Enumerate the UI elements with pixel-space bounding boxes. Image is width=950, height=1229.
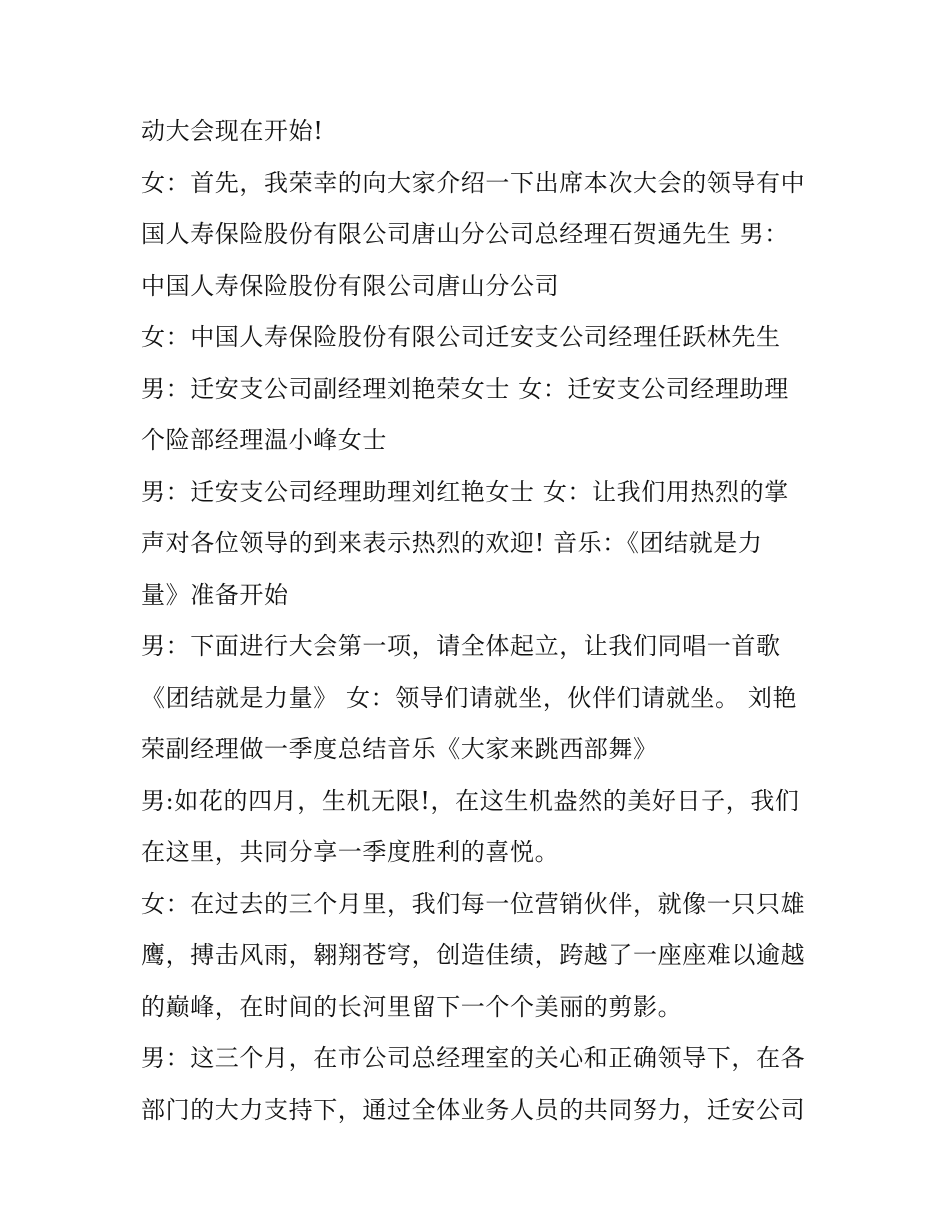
text-line: 男:如花的四月，生机无限!，在这生机盎然的美好日子，我们 xyxy=(141,786,800,815)
text-line: 个险部经理温小峰女士 xyxy=(141,426,387,454)
text-line: 部门的大力支持下，通过全体业务人员的共同努力，迁安公司 xyxy=(141,1095,806,1124)
text-line: 男：迁安支公司经理助理刘红艳女士 女：让我们用热烈的掌 xyxy=(141,477,789,506)
text-line: 动大会现在开始! xyxy=(141,117,324,145)
text-line: 男：这三个月，在市公司总经理室的关心和正确领导下，在各 xyxy=(141,1044,806,1072)
text-line: 中国人寿保险股份有限公司唐山分公司 xyxy=(141,271,560,300)
text-line: 女：中国人寿保险股份有限公司迁安支公司经理任跃林先生 xyxy=(141,323,781,351)
text-line: 《团结就是力量》 女：领导们请就坐，伙伴们请就坐。 刘艳 xyxy=(141,683,798,712)
text-line: 女：首先，我荣幸的向大家介绍一下出席本次大会的领导有中 xyxy=(141,168,806,197)
text-line: 的巅峰，在时间的长河里留下一个个美丽的剪影。 xyxy=(141,992,683,1021)
text-line: 男：下面进行大会第一项，请全体起立，让我们同唱一首歌 xyxy=(141,632,781,660)
text-line: 男：迁安支公司副经理刘艳荣女士 女：迁安支公司经理助理 xyxy=(141,374,789,403)
text-line: 在这里，共同分享一季度胜利的喜悦。 xyxy=(141,838,560,866)
document-body xyxy=(141,106,821,1136)
text-line: 声对各位领导的到来表示热烈的欢迎! 音乐：《团结就是力 xyxy=(141,529,763,557)
text-line: 国人寿保险股份有限公司唐山分公司总经理石贺通先生 男： xyxy=(141,220,789,248)
text-line: 鹰，搏击风雨，翱翔苍穹，创造佳绩，跨越了一座座难以逾越 xyxy=(141,941,806,969)
text-line: 量》准备开始 xyxy=(141,580,289,609)
text-line: 女：在过去的三个月里，我们每一位营销伙伴，就像一只只雄 xyxy=(141,889,806,918)
text-line: 荣副经理做一季度总结音乐《大家来跳西部舞》 xyxy=(141,735,658,763)
